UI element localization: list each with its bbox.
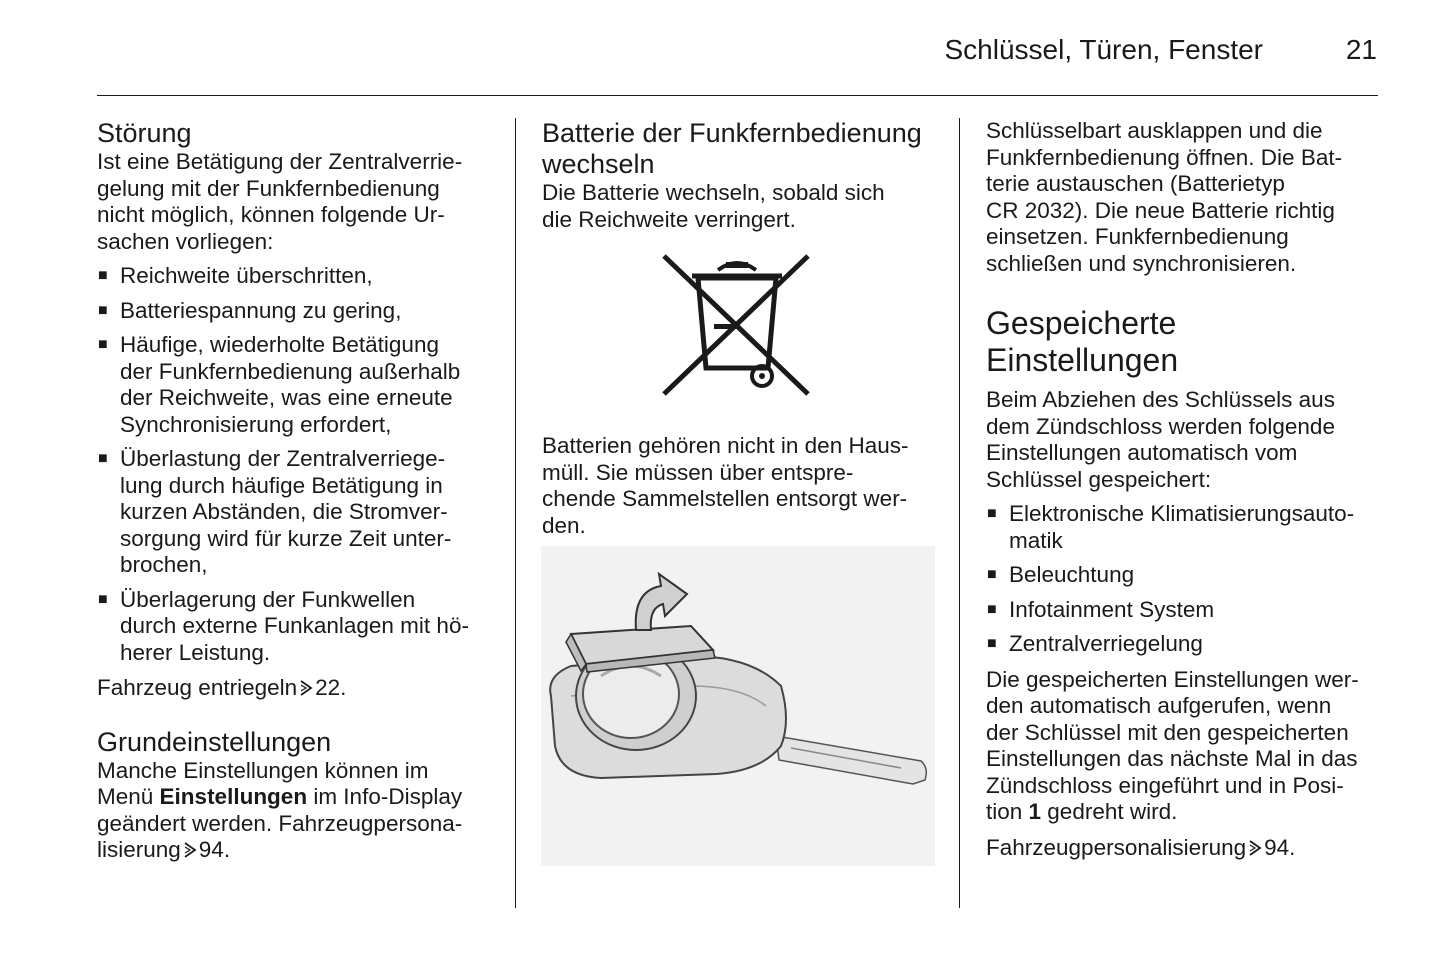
header-divider <box>97 95 1378 96</box>
bullet-icon: ■ <box>987 566 997 583</box>
bullet-icon: ■ <box>98 336 108 353</box>
key-battery-illustration <box>541 546 935 866</box>
list-item: ■ Zentralverriegelung <box>987 631 1203 656</box>
bullet-icon: ■ <box>98 301 108 319</box>
heading-gespeicherte-einstellungen: Gespeicherte Einstellungen <box>986 305 1179 378</box>
bullet-icon: ■ <box>98 450 108 467</box>
position-number: 1 <box>1028 799 1042 824</box>
stoerung-intro: Ist eine Betätigung der Zentralverrie- gelung mit der Funkfernbedienung nicht möglich, können folgende Ur- sachen vorliegen: <box>97 149 463 254</box>
list-item: ■ Elektronische Klimatisierungsauto- matik <box>987 501 1355 553</box>
list-item: ■ Überlastung der Zentralverriege- lung durch häufige Betätigung in kurzen Abständen, die Stromver- sorgung wird für kurze Zeit unter- brochen, <box>98 446 452 577</box>
gesp-intro: Beim Abziehen des Schlüssels aus dem Zündschloss werden folgende Einstellungen automatisch vom Schlüssel gespeichert: <box>986 387 1335 492</box>
list-item: ■ Batteriespannung zu gering, <box>98 297 402 323</box>
list-item: ■ Beleuchtung <box>987 562 1135 587</box>
grund-text: Manche Einstellungen können im Menü Einstellungen im Info-Display geändert werden. Fahrzeugpersona- lisierung 94. <box>97 757 463 862</box>
column-1 <box>97 118 497 864</box>
reference-personalisierung: Fahrzeugpersonalisierung 94. <box>986 834 1296 860</box>
batterie-intro: Die Batterie wechseln, sobald sich die Reichweite verringert. <box>542 180 885 232</box>
menu-name-einstellungen: Einstellungen <box>159 784 308 809</box>
column-divider-1 <box>515 118 516 908</box>
column-3 <box>986 118 1381 861</box>
bullet-icon: ■ <box>987 635 997 652</box>
reference-entriegeln: Fahrzeug entriegeln 22. <box>97 675 347 700</box>
recall-text: Die gespeicherten Einstellungen wer- den automatisch aufgerufen, wenn der Schlüssel mit den gespeicherten Einstellungen das nächste Mal in das Zündschloss eingeführt und in Posi- tion 1 gedreht wird. <box>986 666 1359 824</box>
heading-stoerung: Störung <box>97 118 192 148</box>
disposal-text: Batterien gehören nicht in den Haus- müll. Sie müssen über entspre- chende Sammelstellen entsorgt wer- den. <box>542 433 909 538</box>
list-item: ■ Reichweite überschritten, <box>98 263 373 288</box>
stored-settings-list <box>986 501 1381 658</box>
list-item: ■ Infotainment System <box>987 596 1215 622</box>
bullet-icon: ■ <box>987 505 997 522</box>
reference-arrow-icon <box>1248 839 1262 857</box>
reference-arrow-icon <box>183 841 197 859</box>
page-number: 21 <box>1345 34 1377 65</box>
list-item: ■ Überlagerung der Funkwellen durch externe Funkanlagen mit hö- herer Leistung. <box>98 586 469 665</box>
list-item: ■ Häufige, wiederholte Betätigung der Funkfernbedienung außerhalb der Reichweite, was eine erneute Synchronisierung erfordert, <box>98 332 461 437</box>
crossed-out-bin-icon <box>656 250 818 400</box>
header-title: Schlüssel, Türen, Fenster <box>944 34 1263 65</box>
bullet-icon: ■ <box>98 267 108 284</box>
cause-list <box>97 263 497 666</box>
heading-batterie: Batterie der Funkfernbedienung wechseln <box>542 118 922 179</box>
heading-grundeinstellungen: Grundeinstellungen <box>97 726 332 757</box>
battery-change-instructions: Schlüsselbart ausklappen und die Funkfernbedienung öffnen. Die Bat- terie austauschen (Batterietyp CR 2032). Die neue Batterie richtig einsetzen. Funkfernbedienung schließen und synchronisieren. <box>986 118 1343 276</box>
reference-arrow-icon <box>299 679 313 697</box>
column-divider-2 <box>959 118 960 908</box>
bullet-icon: ■ <box>98 590 108 608</box>
bullet-icon: ■ <box>987 600 997 618</box>
